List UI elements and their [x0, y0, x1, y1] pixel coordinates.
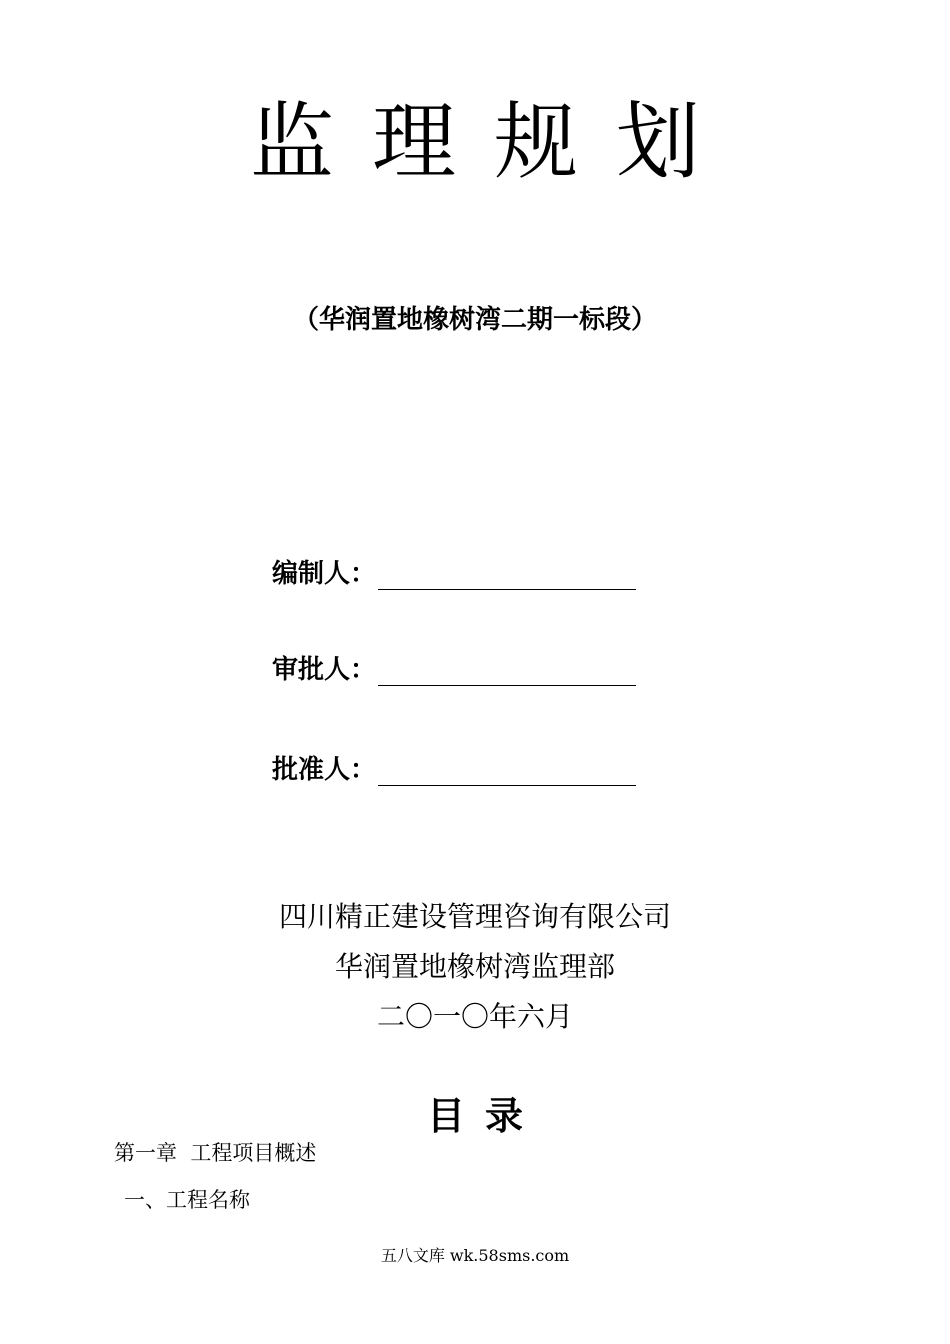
- signature-row-compiler: [272, 554, 636, 594]
- signature-row-reviewer: [272, 650, 636, 690]
- signature-label: 批准人：: [272, 755, 377, 785]
- toc-item: 一、工程名称: [124, 1188, 250, 1212]
- toc-heading: 目录: [426, 1093, 543, 1138]
- company-name: 四川精正建设管理咨询有限公司: [278, 900, 671, 933]
- signature-label: 编制人：: [272, 559, 377, 589]
- document-subtitle: （华润置地橡树湾二期一标段）: [292, 305, 657, 335]
- department-name: 华润置地橡树湾监理部: [334, 950, 615, 983]
- signature-blank-line: [378, 559, 636, 590]
- signature-label: 审批人：: [272, 655, 377, 685]
- signature-row-approver: [272, 750, 636, 790]
- document-date: 二〇一〇年六月: [376, 1000, 573, 1033]
- signature-blank-line: [378, 655, 636, 686]
- toc-item: 第一章 工程项目概述: [114, 1141, 317, 1165]
- document-title: 监理规划: [249, 93, 738, 191]
- signature-blank-line: [378, 755, 636, 786]
- footer-watermark: 五八文库 wk.58sms.com: [380, 1246, 570, 1265]
